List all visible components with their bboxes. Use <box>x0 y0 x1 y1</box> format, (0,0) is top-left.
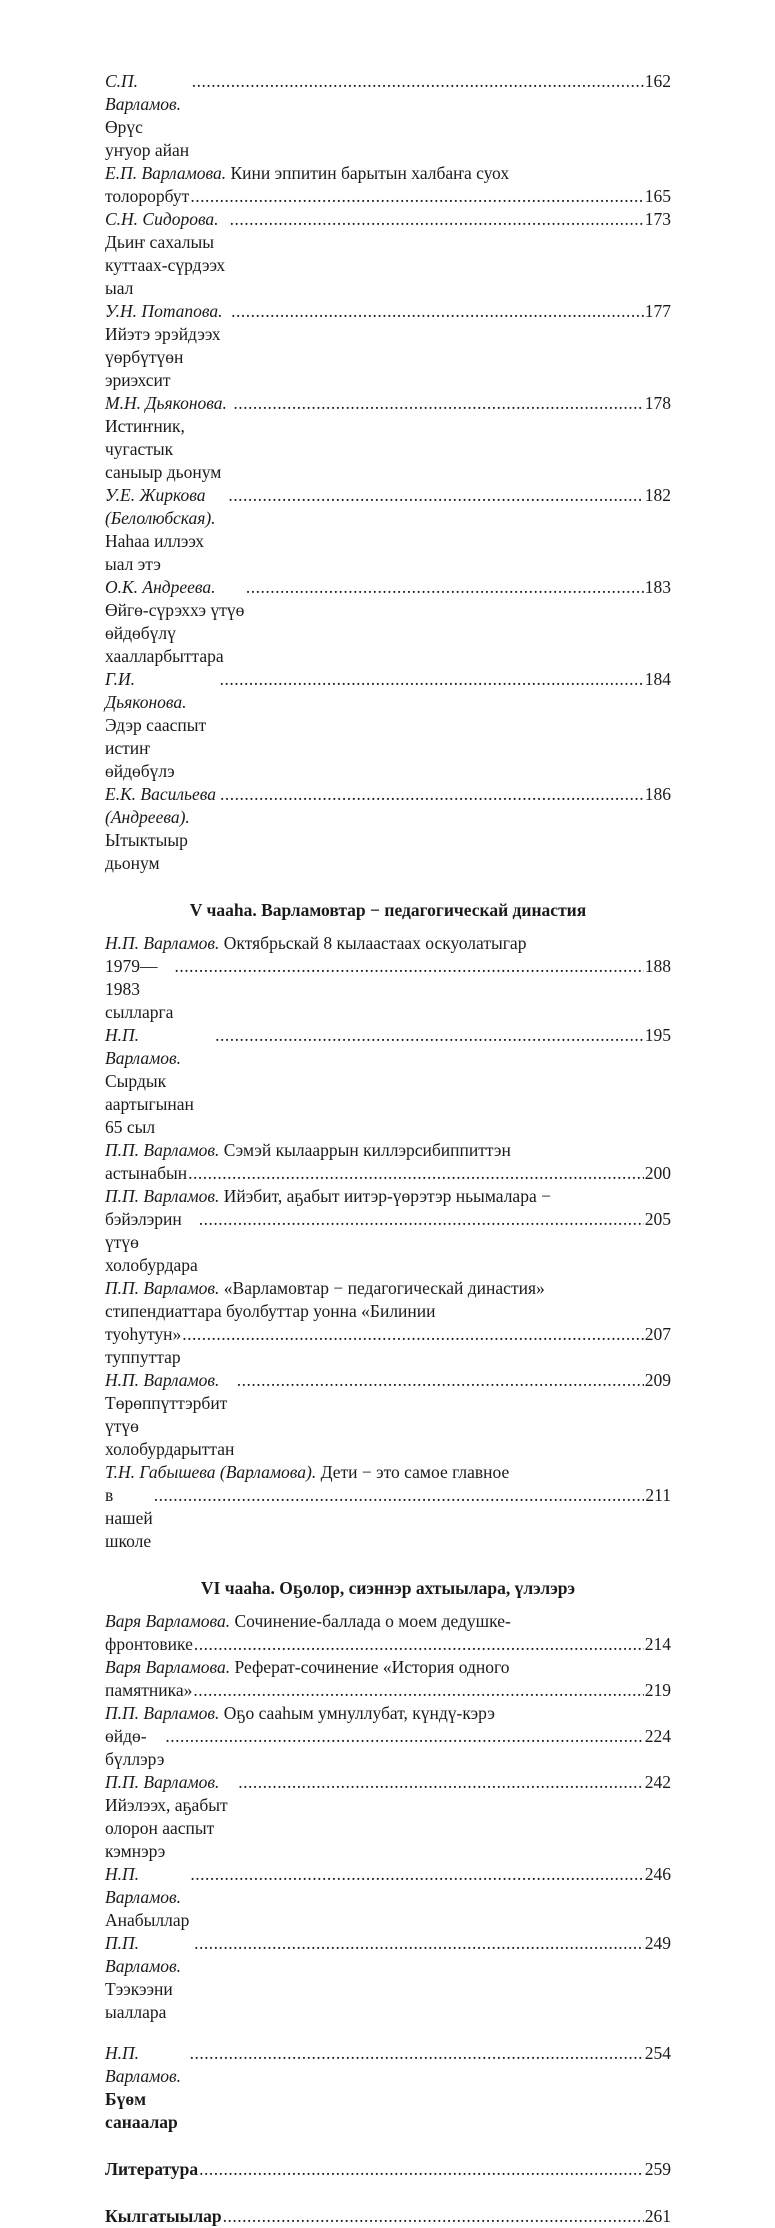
toc-entry <box>105 1656 671 1702</box>
leader-dots <box>228 484 643 507</box>
entry-page: 224 <box>644 1726 671 1746</box>
leader-dots <box>174 955 643 978</box>
entry-page: 184 <box>644 669 671 689</box>
toc-entry <box>105 1461 671 1553</box>
leader-dots <box>231 300 644 323</box>
leader-dots <box>165 1725 643 1748</box>
entry-title: Анабыллар <box>105 1910 190 1930</box>
entry-title: толорорбут <box>105 186 190 206</box>
leader-dots <box>220 783 644 806</box>
toc-entry <box>105 932 671 1024</box>
table-of-contents <box>105 70 671 2228</box>
toc-entry <box>105 1277 671 1369</box>
leader-dots <box>190 1863 643 1886</box>
entry-author: Варя Варламова. <box>105 1657 231 1677</box>
entry-author: О.К. Андреева. <box>105 577 216 597</box>
entry-author: Е.П. Варламова. <box>105 163 227 183</box>
entry-title-lead: Сэмэй кылаappын киллэрсибиппиттэн <box>223 1140 511 1160</box>
leader-dots <box>199 1208 644 1231</box>
entry-author: С.Н. Сидорова. <box>105 209 219 229</box>
toc-entry <box>105 1139 671 1185</box>
leader-dots <box>220 668 644 691</box>
entry-author: С.П. Варламов. <box>105 71 182 114</box>
leader-dots <box>215 1024 644 1047</box>
entry-title: Истиҥник, чугастык саныыр дьонум <box>105 416 222 482</box>
entry-title: Сырдык аартыгынан 65 сыл <box>105 1071 194 1137</box>
entry-title: туоһутун» туппуттар <box>105 1324 182 1367</box>
toc-entry <box>105 1863 671 1932</box>
entry-title: астынабын <box>105 1163 188 1183</box>
entry-page: 209 <box>644 1370 671 1390</box>
entry-title: Ийэтэ эрэйдээх үөрбүтүөн эриэхсит <box>105 324 221 390</box>
entry-page: 259 <box>644 2159 671 2179</box>
leader-dots <box>237 1369 644 1392</box>
entry-page: 214 <box>644 1634 671 1654</box>
entry-page: 186 <box>644 784 671 804</box>
toc-entry <box>105 1610 671 1656</box>
entry-title-lead: Ийэбит, аҕабыт иитэр-үөрэтэр ньымалара − <box>223 1186 551 1206</box>
toc-entry <box>105 1185 671 1277</box>
entry-page: 195 <box>644 1025 671 1045</box>
leader-dots <box>188 1162 644 1185</box>
toc-entry <box>105 668 671 783</box>
entry-title: өйдө-бүллэрэ <box>105 1726 165 1769</box>
entry-author: Н.П. Варламов. <box>105 2043 182 2086</box>
toc-entry <box>105 1771 671 1863</box>
toc-entry <box>105 484 671 576</box>
entry-author: П.П. Варламов. <box>105 1772 220 1792</box>
entry-page: 246 <box>644 1864 671 1884</box>
entry-author: П.П. Варламов. <box>105 1933 182 1976</box>
entry-page: 173 <box>644 209 671 229</box>
toc-entry <box>105 392 671 484</box>
entry-title: Өйгө-сүрэххэ үтүө өйдөбүлү хаалларбыттара <box>105 600 245 666</box>
entry-page: 242 <box>644 1772 671 1792</box>
entry-author: П.П. Варламов. <box>105 1703 220 1723</box>
entry-author: У.Н. Потапова. <box>105 301 223 321</box>
leader-dots <box>190 2042 644 2065</box>
entry-author: Варя Варламова. <box>105 1611 231 1631</box>
section-heading: V чааһа. Варламовтар − педагогическай династия <box>189 900 587 920</box>
entry-title: Дьиҥ сахалыы куттаах-сүрдээх ыал <box>105 232 226 298</box>
toc-entry <box>105 1702 671 1771</box>
entry-author: П.П. Варламов. <box>105 1186 220 1206</box>
leader-dots <box>230 208 644 231</box>
entry-title-lead2: стипендиаттара буолбуттар уонна «Билинии <box>105 1301 436 1321</box>
entry-page: 200 <box>644 1163 671 1183</box>
leader-dots <box>194 1633 644 1656</box>
entry-title: Кылгатыылар <box>105 2206 222 2226</box>
entry-page: 249 <box>644 1933 671 1953</box>
entry-page: 177 <box>644 301 671 321</box>
entry-author: Г.И. Дьяконова. <box>105 669 187 712</box>
entry-title-lead: Кини эппитин барытын халбаҥа суох <box>230 163 510 183</box>
entry-title: в нашей школе <box>105 1485 153 1551</box>
leader-dots <box>194 1932 644 1955</box>
entry-page: 188 <box>644 956 671 976</box>
toc-entry-appendix <box>105 2205 671 2228</box>
toc-entry <box>105 300 671 392</box>
entry-page: 219 <box>644 1680 671 1700</box>
entry-author: Т.Н. Габышева (Варламова). <box>105 1462 317 1482</box>
toc-entry-literature <box>105 2158 671 2181</box>
toc-entry <box>105 162 671 208</box>
leader-dots <box>238 1771 643 1794</box>
toc-entry <box>105 1024 671 1139</box>
entry-page: 254 <box>644 2043 671 2063</box>
entry-title: Тээкээни ыаллара <box>105 1979 173 2022</box>
entry-page: 165 <box>644 186 671 206</box>
leader-dots <box>190 185 643 208</box>
toc-entry <box>105 783 671 875</box>
entry-title-lead: Дети − это самое главное <box>320 1462 510 1482</box>
leader-dots <box>223 2205 644 2228</box>
toc-entry <box>105 1932 671 2024</box>
entry-title-lead: Реферат-сочинение «История одного <box>234 1657 510 1677</box>
toc-entry <box>105 1369 671 1461</box>
entry-title: Ийэлээх, аҕабыт олорон ааспыт кэмнэрэ <box>105 1795 228 1861</box>
entry-author: Н.П. Варламов. <box>105 1864 182 1907</box>
entry-title: памятника» <box>105 1680 193 1700</box>
entry-page: 182 <box>644 485 671 505</box>
entry-author: П.П. Варламов. <box>105 1278 220 1298</box>
leader-dots <box>233 392 643 415</box>
entry-title-lead: «Варламовтар − педагогическай династия» <box>223 1278 545 1298</box>
entry-author: П.П. Варламов. <box>105 1140 220 1160</box>
entry-page: 178 <box>644 393 671 413</box>
entry-title-lead: Сочинение-баллада о моем дедушке- <box>234 1611 511 1631</box>
entry-page: 211 <box>645 1485 671 1505</box>
entry-author: У.Е. Жиркова (Белолюбская). <box>105 485 216 528</box>
entry-page: 205 <box>644 1209 671 1229</box>
entry-title-lead: Оҕо сааһым умнуллубат, күндү-кэрэ <box>223 1703 495 1723</box>
entry-page: 162 <box>644 71 671 91</box>
toc-entry <box>105 208 671 300</box>
entry-page: 183 <box>644 577 671 597</box>
entry-title: Литература <box>105 2159 199 2179</box>
toc-entry <box>105 70 671 162</box>
entry-title: Эдэр сааспыт истиҥ өйдөбүлэ <box>105 715 207 781</box>
leader-dots <box>193 1679 643 1702</box>
entry-author: Н.П. Варламов. <box>105 1370 220 1390</box>
entry-author: Н.П. Варламов. <box>105 933 220 953</box>
toc-entry-final <box>105 2042 671 2134</box>
entry-title: 1979—1983 сылларга <box>105 956 174 1022</box>
section-heading: VI чааһа. Оҕолор, сиэннэр ахтыылара, үлэлэрэ <box>200 1578 576 1598</box>
entry-page: 261 <box>644 2206 671 2226</box>
leader-dots <box>246 576 644 599</box>
entry-title: Өрүс уҥуор айан <box>105 117 190 160</box>
entry-author: М.Н. Дьяконова. <box>105 393 227 413</box>
leader-dots <box>199 2158 644 2181</box>
entry-title-lead: Октябрьскай 8 кылаастаах оскуолатыгар <box>223 933 527 953</box>
entry-page: 207 <box>644 1324 671 1344</box>
entry-title: Ытыктыыр дьонум <box>105 830 188 873</box>
entry-title: фронтовике <box>105 1634 193 1654</box>
leader-dots <box>154 1484 645 1507</box>
entry-author: Е.К. Васильева (Андреева). <box>105 784 216 827</box>
leader-dots <box>192 70 644 93</box>
entry-author: Н.П. Варламов. <box>105 1025 182 1068</box>
toc-entry <box>105 576 671 668</box>
entry-title: бэйэлэрин үтүө холобурдара <box>105 1209 198 1275</box>
entry-title: Бүөм санаалар <box>105 2089 178 2132</box>
entry-title: Төрөппүттэрбит үтүө холобурдарыттан <box>105 1393 235 1459</box>
entry-title: Наһаа иллээх ыал этэ <box>105 531 204 574</box>
leader-dots <box>182 1323 643 1346</box>
